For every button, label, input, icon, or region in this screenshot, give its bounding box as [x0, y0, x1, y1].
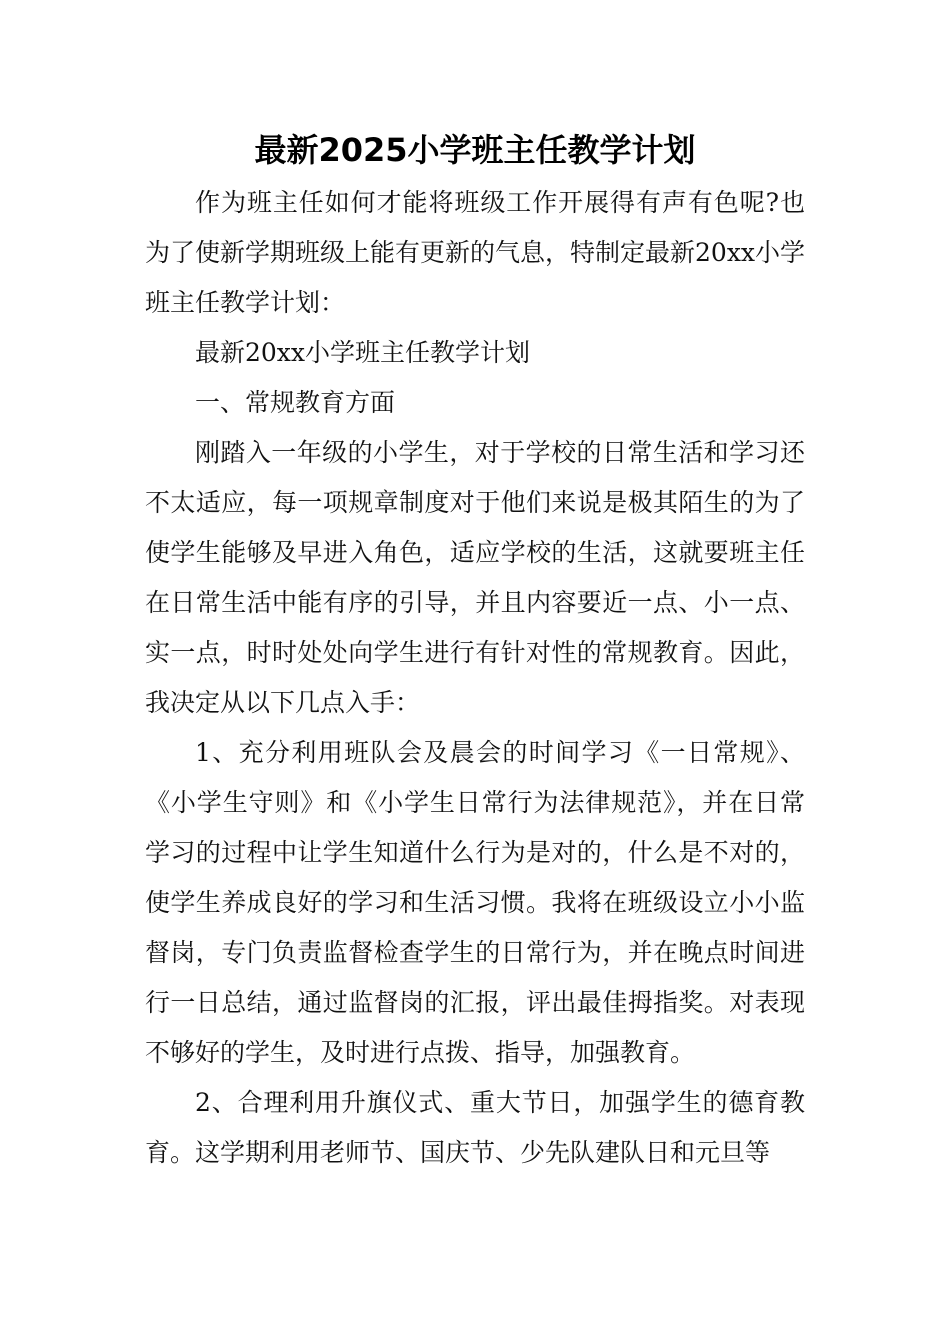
document-body	[145, 178, 805, 1178]
document-title: 最新2025小学班主任教学计划	[254, 131, 696, 169]
section-heading-routine-education: 一、常规教育方面	[195, 388, 396, 417]
item-2-paragraph: 2、合理利用升旗仪式、重大节日，加强学生的德育教育。这学期利用老师节、国庆节、少先队建队日和元旦等	[145, 1088, 805, 1167]
plan-heading: 最新20xx小学班主任教学计划	[195, 338, 531, 367]
intro-paragraph: 作为班主任如何才能将班级工作开展得有声有色呢?也为了使新学期班级上能有更新的气息，特制定最新20xx小学班主任教学计划：	[145, 188, 806, 317]
item-1-paragraph: 1、充分利用班队会及晨会的时间学习《一日常规》、《小学生守则》和《小学生日常行为法律规范》，并在日常学习的过程中让学生知道什么行为是对的，什么是不对的，使学生养成良好的学习和生活习惯。我将在班级设立小小监督岗，专门负责监督检查学生的日常行为，并在晚点时间进行一日总结，通过监督岗的汇报，评出最佳拇指奖。对表现不够好的学生，及时进行点拨、指导，加强教育。	[145, 738, 805, 1067]
routine-education-paragraph: 刚踏入一年级的小学生，对于学校的日常生活和学习还不太适应，每一项规章制度对于他们来说是极其陌生的为了使学生能够及早进入角色，适应学校的生活，这就要班主任在日常生活中能有序的引导，并且内容要近一点、小一点、实一点，时时处处向学生进行有针对性的常规教育。因此，我决定从以下几点入手：	[145, 438, 805, 717]
